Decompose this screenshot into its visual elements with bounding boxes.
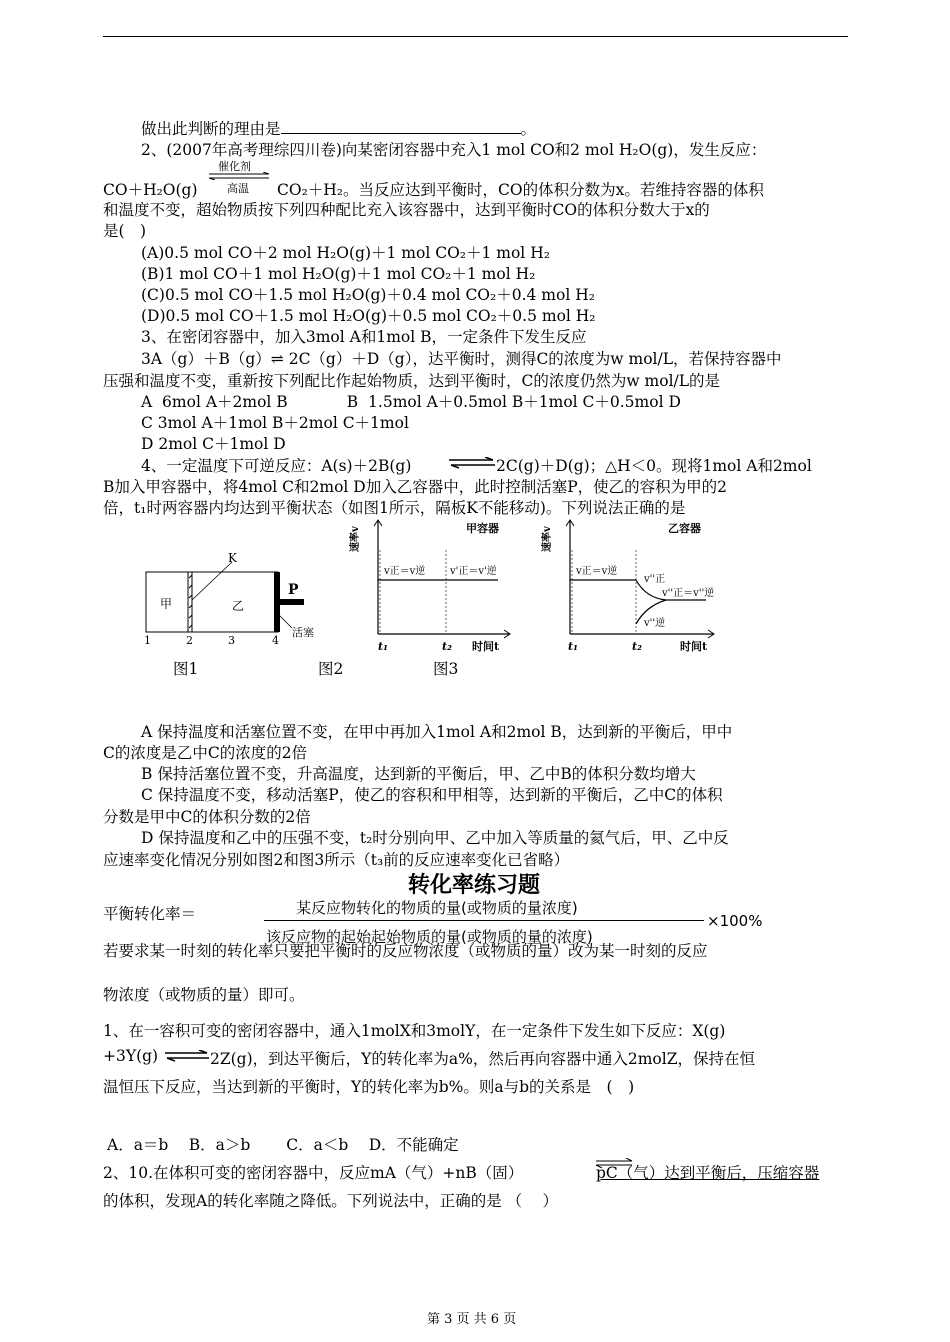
tick-3: 3	[228, 634, 235, 647]
piston-rod	[280, 599, 304, 605]
label-p: P	[288, 582, 299, 598]
p2-line1b: pC（气）达到平衡后，压缩容器	[596, 1164, 820, 1182]
q3-line1: 3、在密闭容器中，加入3mol A和1mol B，一定条件下发生反应	[141, 328, 587, 346]
q4-option-d-line1: D 保持温度和乙中的压强不变，t₂时分别向甲、乙中加入等质量的氦气后，甲、乙中反	[141, 829, 729, 847]
q2-option-c: (C)0.5 mol CO＋1.5 mol H₂O(g)＋0.4 mol CO₂＋0.4 mol H₂	[141, 286, 595, 304]
p2-line2: 的体积，发现A的转化率随之降低。下列说法中，正确的是 （ ）	[103, 1192, 559, 1210]
formula-percent: ×100%	[707, 912, 763, 930]
p1-line3: 温恒压下反应，当达到新的平衡时，Y的转化率为b%。则a与b的关系是 ( )	[103, 1078, 635, 1096]
q2-catalyst: 催化剂	[218, 160, 251, 173]
p1-line2a: +3Y(g)	[103, 1047, 159, 1065]
label-jia: 甲	[160, 597, 173, 611]
equilibrium-arrow-icon	[163, 1050, 211, 1062]
label-k: K	[228, 551, 237, 565]
q2-line3: 和温度不变，超始物质按下列四种配比充入该容器中，达到平衡时CO的体积分数大于x的	[103, 201, 710, 219]
k-pointer	[192, 562, 232, 600]
caption-fig3: 图3	[433, 660, 459, 678]
fig2-eq1: v正＝v逆	[384, 566, 426, 577]
q3-option-d: D 2mol C＋1mol D	[141, 435, 286, 453]
q4-line1a: 4、一定温度下可逆反应：A(s)＋2B(g)	[141, 457, 412, 475]
fig3-xlabel: 时间t	[680, 640, 708, 653]
fig2-ylabel: 速率v	[350, 526, 361, 552]
label-yi: 乙	[232, 599, 245, 613]
p1-line2b: 2Z(g)，到达平衡后，Y的转化率为a%，然后再向容器中通入2molZ，保持在恒	[210, 1050, 755, 1068]
tick-4: 4	[272, 634, 279, 647]
page-footer: 第 3 页 共 6 页	[427, 1312, 517, 1327]
tick-1: 1	[144, 634, 151, 647]
equilibrium-arrow-icon	[447, 457, 497, 469]
q4-option-a-line1: A 保持温度和活塞位置不变，在甲中再加入1mol A和2mol B，达到新的平衡后，甲中	[141, 723, 733, 741]
q4-option-c-line1: C 保持温度不变，移动活塞P，使乙的容积和甲相等，达到新的平衡后，乙中C的体积	[141, 786, 723, 804]
q2-line1: 2、(2007年高考理综四川卷)向某密闭容器中充入1 mol CO和2 mol H₂O(g)，发生反应：	[141, 141, 767, 159]
q4-option-a-line2: C的浓度是乙中C的浓度的2倍	[103, 744, 308, 762]
q2-line4: 是( )	[103, 222, 147, 240]
q2-option-d: (D)0.5 mol CO＋1.5 mol H₂O(g)＋0.5 mol CO₂＋0.5 mol H₂	[141, 307, 596, 325]
fig3-eq1: v正＝v逆	[576, 566, 618, 577]
figure-1-containers	[140, 548, 340, 648]
q4-option-b: B 保持活塞位置不变，升高温度，达到新的平衡后，甲、乙中B的体积分数均增大	[141, 765, 696, 783]
fig3-eq2: v''正＝v''逆	[662, 588, 715, 599]
q4-line1b: 2C(g)＋D(g)；△H＜0。现将1mol A和2mol	[496, 457, 812, 475]
label-piston: 活塞	[292, 626, 314, 639]
piston-p	[274, 572, 280, 632]
q3-option-c: C 3mol A＋1mol B＋2mol C＋1mol	[141, 414, 409, 432]
figure-2-rate-chart	[348, 516, 518, 656]
fig2-t1: t₁	[378, 640, 388, 653]
formula-label: 平衡转化率＝	[103, 905, 197, 923]
fig3-upper: v''正	[644, 574, 666, 585]
p1-line1: 1、在一容积可变的密闭容器中，通入1molX和3molY，在一定条件下发生如下反应：X(g)	[103, 1022, 726, 1040]
figure-3-rate-chart	[540, 516, 720, 656]
formula-numerator: 某反应物转化的物质的量(或物质的量浓度)	[296, 899, 578, 917]
formula-denominator: 该反应物的起始起始物质的量(或物质的量的浓度)	[266, 928, 593, 946]
tick-2: 2	[186, 634, 193, 647]
q4-option-c-line2: 分数是甲中C的体积分数的2倍	[103, 808, 311, 826]
fig3-title: 乙容器	[668, 522, 701, 535]
p2-line1a: 2、10.在体积可变的密闭容器中，反应mA（气）+nB（固）	[103, 1164, 524, 1182]
fig3-lower: v''逆	[644, 618, 666, 629]
fig2-title: 甲容器	[466, 522, 499, 535]
q4-option-d-line2: 应速率变化情况分别如图2和图3所示（t₃前的反应速率变化已省略）	[103, 851, 570, 869]
q4-line2: B加入甲容器中，将4mol C和2mol D加入乙容器中，此时控制活塞P，使乙的容积为甲的2	[103, 478, 728, 496]
fig3-t2: t₂	[632, 640, 642, 653]
section-title: 转化率练习题	[408, 873, 541, 898]
q2-option-b: (B)1 mol CO＋1 mol H₂O(g)＋1 mol CO₂＋1 mol H₂	[141, 265, 536, 283]
p1-options: A．a＝b B．a＞b C．a＜b D．不能确定	[107, 1136, 459, 1154]
q3-line3: 压强和温度不变，重新按下列配比作起始物质，达到平衡时，C的浓度仍然为w mol/L的是	[103, 372, 721, 390]
partition-k	[188, 572, 192, 632]
fig3-ylabel: 速率v	[542, 526, 553, 552]
header-rule	[103, 36, 848, 37]
reason-suffix: 。	[520, 120, 537, 138]
note-line2: 物浓度（或物质的量）即可。	[103, 986, 305, 1004]
caption-fig2: 图2	[318, 660, 344, 678]
fraction-bar	[264, 920, 704, 921]
q3-line2: 3A（g）＋B（g）⇌ 2C（g）＋D（g），达平衡时，测得C的浓度为w mol/L，若保持容器中	[141, 350, 782, 368]
note-line1: 若要求某一时刻的转化率只要把平衡时的反应物浓度（或物质的量）改为某一时刻的反应	[103, 942, 708, 960]
reason-prefix: 做出此判断的理由是	[141, 120, 281, 138]
q2-temperature: 高温	[227, 182, 249, 195]
q3-options-ab: A 6mol A＋2mol B B 1.5mol A＋0.5mol B＋1mol C＋0.5mol D	[141, 393, 681, 411]
q2-option-a: (A)0.5 mol CO＋2 mol H₂O(g)＋1 mol CO₂＋1 mol H₂	[141, 244, 550, 262]
fig2-xlabel: 时间t	[472, 640, 500, 653]
reason-line	[141, 117, 536, 139]
q4-line3: 倍，t₁时两容器内均达到平衡状态（如图1所示，隔板K不能移动)。下列说法正确的是	[103, 499, 686, 517]
caption-fig1: 图1	[173, 660, 199, 678]
fig3-t1: t₁	[568, 640, 578, 653]
reversible-arrow-icon	[207, 172, 271, 180]
fig2-t2: t₂	[442, 640, 452, 653]
fig2-eq2: v'正＝v'逆	[450, 566, 497, 577]
q2-eq-left: CO＋H₂O(g)	[103, 181, 198, 199]
answer-blank	[281, 119, 521, 134]
q2-eq-right: CO₂＋H₂。当反应达到平衡时，CO的体积分数为x。若维持容器的体积	[277, 181, 764, 199]
